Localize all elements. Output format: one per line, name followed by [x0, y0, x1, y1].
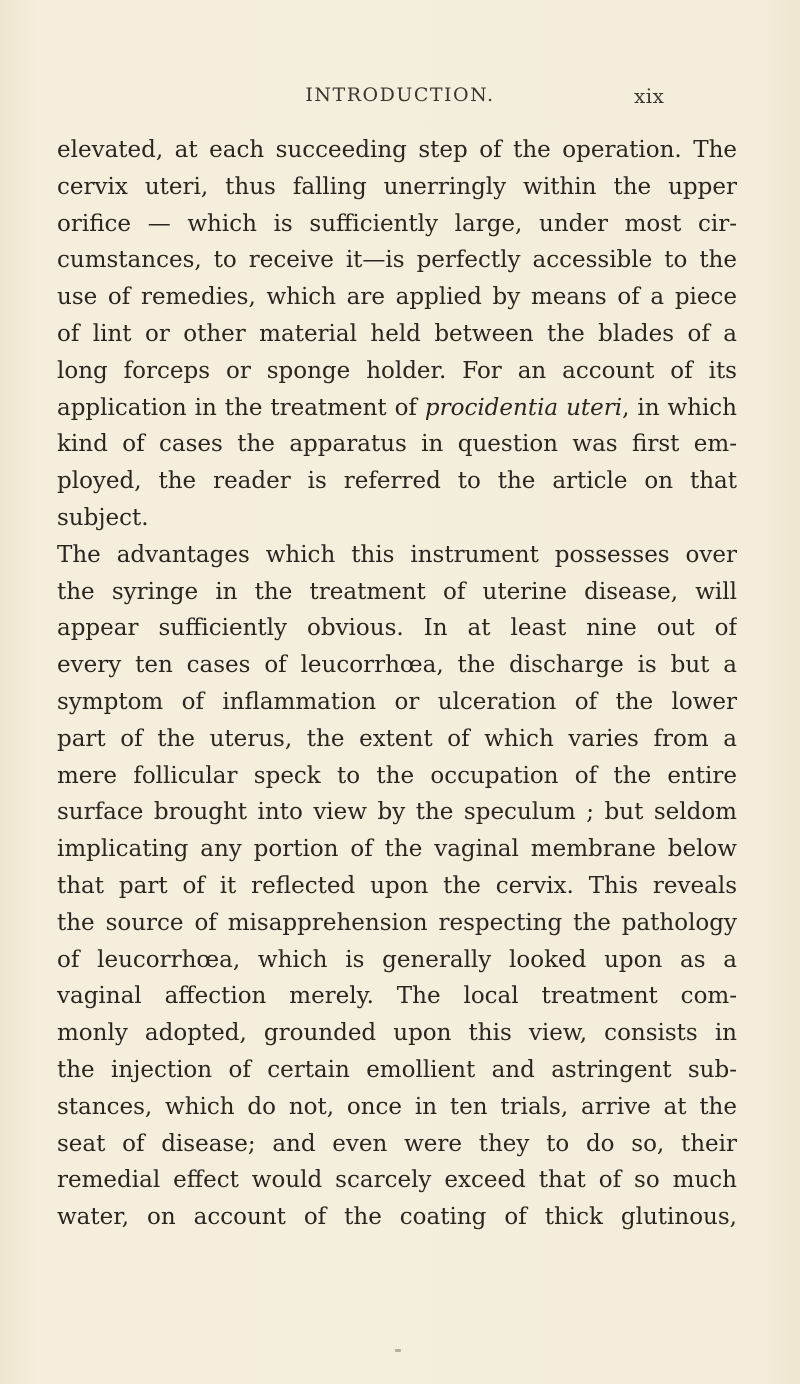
- text-line: cervix uteri, thus falling unerringly within the upper: [57, 173, 737, 200]
- text-line: kind of cases the apparatus in question was first em-: [57, 431, 737, 458]
- text-line: ployed, the reader is referred to the article on that: [57, 468, 737, 495]
- paragraph-start-line: The advantages which this instrument possesses over: [57, 541, 737, 568]
- italic-term: procidentia uteri: [424, 394, 623, 421]
- text-line: part of the uterus, the extent of which varies from a: [57, 725, 737, 752]
- page-number: xix: [634, 84, 665, 108]
- text-line: long forceps or sponge holder. For an account of its: [57, 357, 737, 384]
- text-line: water, on account of the coating of thick glutinous,: [57, 1204, 737, 1231]
- text-line: stances, which do not, once in ten trials, arrive at the: [57, 1093, 737, 1120]
- text-line: every ten cases of leucorrhœa, the discharge is but a: [57, 652, 737, 679]
- text-line: subject.: [57, 504, 149, 531]
- text-line: orifice — which is sufficiently large, under most cir-: [57, 210, 737, 237]
- text-line-with-italic: [57, 390, 737, 427]
- text-line: cumstances, to receive it—is perfectly accessible to the: [57, 247, 737, 274]
- text-line: remedial effect would scarcely exceed that of so much: [57, 1167, 737, 1194]
- text-line: of lint or other material held between the blades of a: [57, 320, 737, 347]
- text-segment: application in the treatment of: [57, 394, 425, 421]
- text-line: seat of disease; and even were they to do so, their: [57, 1130, 737, 1157]
- text-segment: , in which: [622, 394, 737, 421]
- running-title: INTRODUCTION.: [305, 84, 495, 106]
- paper-speck: [395, 1349, 401, 1352]
- text-line: vaginal affection merely. The local treatment com-: [57, 983, 737, 1010]
- page-header: [0, 84, 800, 114]
- text-line: that part of it reflected upon the cervix. This reveals: [57, 872, 737, 899]
- body-text: [57, 132, 737, 1236]
- text-line: implicating any portion of the vaginal membrane below: [57, 836, 737, 863]
- text-line: mere follicular speck to the occupation of the entire: [57, 762, 737, 789]
- text-line: elevated, at each succeeding step of the operation. The: [57, 137, 737, 163]
- text-line: monly adopted, grounded upon this view, consists in: [57, 1020, 737, 1047]
- text-line: appear sufficiently obvious. In at least nine out of: [57, 615, 737, 642]
- text-line: the source of misapprehension respecting the pathology: [57, 909, 737, 936]
- text-line: use of remedies, which are applied by means of a piece: [57, 284, 737, 311]
- text-line: of leucorrhœa, which is generally looked upon as a: [57, 946, 737, 973]
- text-line: surface brought into view by the speculum ; but seldom: [57, 799, 737, 826]
- text-line: the injection of certain emollient and astringent sub-: [57, 1056, 737, 1083]
- text-line: the syringe in the treatment of uterine disease, will: [57, 578, 737, 605]
- text-line: symptom of inflammation or ulceration of the lower: [57, 688, 737, 715]
